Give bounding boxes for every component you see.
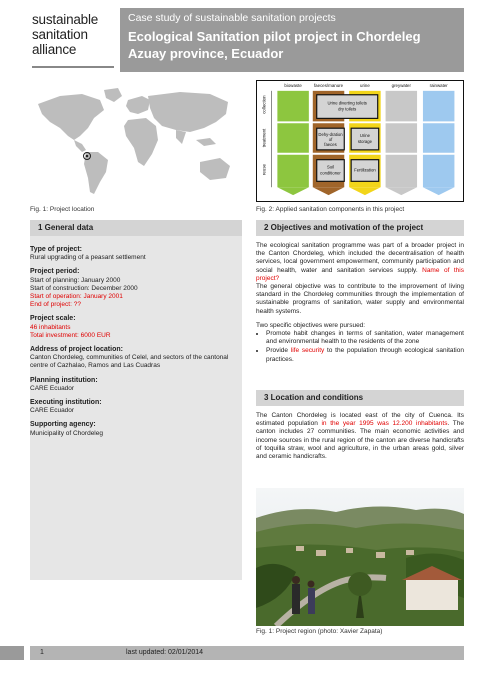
scale-label: Project scale:: [30, 315, 76, 323]
title-line-2: Azuay province, Ecuador: [128, 46, 284, 61]
planning-institution-label: Planning institution:: [30, 376, 98, 384]
box-dehydration-line2: of: [328, 137, 333, 142]
planning-start: Start of planning: January 2000: [30, 276, 121, 284]
section2-paragraph3: Two specific objectives were pursued:: [256, 321, 366, 329]
address-value: Canton Chordeleg, communities of Celel, and sectors of the cantonal centre of Cazhalao, Ramos and Las Cuadras: [30, 354, 229, 370]
box-urine-storage-line1: Urine: [359, 133, 370, 139]
project-end: End of project: ??: [30, 301, 81, 309]
section3-text-a: The Canton Chordeleg is located east of the city of Cuenca. Its estimated population: [256, 412, 464, 428]
header-subtitle: Case study of sustainable sanitation projects: [128, 12, 336, 24]
section3-body: [256, 412, 464, 461]
section3-heading: 3 Location and conditions: [256, 390, 464, 406]
executing-institution-label: Executing institution:: [30, 399, 102, 407]
executing-institution-value: CARE Ecuador: [30, 407, 75, 415]
title-line-1: Ecological Sanitation pilot project in Chordeleg: [128, 29, 421, 44]
matrix-row-reuse: reuse: [261, 164, 267, 176]
matrix-col-biowaste: biowaste: [284, 82, 302, 88]
planning-institution-value: CARE Ecuador: [30, 384, 75, 392]
section3-text-b: . The canton includes 27 communities. The main economic activities and income sources in the rural region of the canton are diverse handicrafts of toquilla straw, wool and agriculture, in the urban areas gold, silver and ceramic handicrafts.: [256, 420, 464, 461]
page-footer: [30, 646, 464, 660]
logo-line-1: sustainable: [32, 12, 99, 27]
world-map: [30, 82, 242, 202]
section3-red: in the year 1995 was 12.200 inhabitants: [321, 420, 448, 428]
box-soil-line2: conditioner: [320, 170, 341, 176]
section2-p1-text: The ecological sanitation programme was part of a broader project in the Canton Chordeleg, which included the decentralisation of health services, local government empowerment, community participation and social health, water and sanitation services supply.: [256, 242, 464, 274]
project-region-photo: [256, 488, 464, 626]
footer-left-block: [0, 646, 24, 660]
section1-heading: 1 General data: [30, 220, 242, 236]
section2-paragraph1: [256, 242, 464, 283]
inhabitants: 46 inhabitants: [30, 323, 71, 331]
section3-paragraph: [256, 412, 464, 461]
objectives-list: [266, 330, 464, 364]
matrix-col-faeces: faeces/manure: [313, 82, 344, 88]
investment: Total investment: 6000 EUR: [30, 331, 111, 339]
bullet2-red: life security: [290, 347, 325, 355]
section2-paragraph2: The general objective was to contribute to the improvement of living standard in the Chordeleg communities through the implementation of sustainable programs of sanitation, water supply and environmental health systems.: [256, 283, 464, 315]
page-header: [0, 0, 480, 74]
matrix-col-urine: urine: [360, 82, 370, 88]
last-updated: last updated: 02/01/2014: [126, 649, 204, 656]
general-data-content: [30, 240, 242, 438]
page-title: [128, 28, 421, 62]
box-dehydration-line3: faeces: [324, 141, 337, 147]
sanitation-matrix: [256, 80, 464, 202]
fig1-caption: Fig. 1: Project location: [30, 206, 95, 213]
box-soil-line1: Soil: [326, 164, 335, 170]
logo-line-3: alliance: [32, 42, 77, 57]
section2-p1-red: Name of this project?: [256, 266, 464, 282]
section2-heading: 2 Objectives and motivation of the project: [256, 220, 464, 236]
page-number: 1: [40, 649, 44, 656]
box-collection-line2: dry toilets: [338, 106, 357, 112]
list-item: [266, 347, 464, 363]
list-item: • Promote habit changes in terms of sanitation, water management and environmental health to the residents of the zone: [266, 330, 464, 346]
supporting-agency-label: Supporting agency:: [30, 421, 96, 429]
period-label: Project period:: [30, 268, 80, 276]
box-urine-storage-line2: storage: [357, 138, 372, 144]
supporting-agency-value: Municipality of Chordeleg: [30, 429, 103, 437]
bullet2-text-b: to the population through ecological sanitation practices.: [266, 347, 464, 363]
box-dehydration-line1: Dehy-dration: [318, 132, 343, 138]
matrix-row-treatment: treatment: [261, 128, 267, 148]
type-label: Type of project:: [30, 246, 82, 253]
photo-caption: Fig. 1: Project region (photo: Xavier Zapata): [256, 628, 383, 635]
section2-body: [256, 242, 464, 365]
bullet2-text-a: Provide: [266, 347, 291, 355]
type-value: Rural upgrading of a peasant settlement: [30, 254, 146, 262]
fig2-caption: Fig. 2: Applied sanitation components in this project: [256, 206, 405, 213]
construction-start: Start of construction: December 2000: [30, 284, 138, 292]
matrix-col-greywater: greywater: [391, 82, 411, 88]
address-label: Address of project location:: [30, 346, 123, 354]
box-fertilization: Fertilization: [354, 167, 376, 173]
operation-start: Start of operation: January 2001: [30, 293, 123, 301]
matrix-col-rainwater: rainwater: [429, 82, 448, 88]
box-collection-line1: Urine diverting toilets: [327, 100, 367, 106]
logo-divider: [32, 66, 114, 68]
matrix-row-collection: collection: [261, 95, 267, 114]
sanitation-alliance-logo: [32, 12, 114, 62]
logo-line-2: sanitation: [32, 27, 88, 42]
